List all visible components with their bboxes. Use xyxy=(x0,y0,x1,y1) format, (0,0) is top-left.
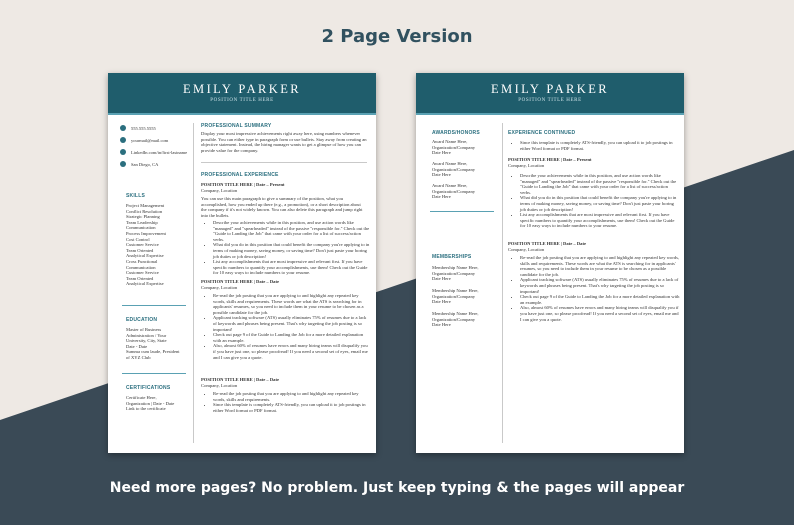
job3-bullets: • Re-read the job posting that you are applying to and highlight any repeated key words, skills and requirements. • Since this template is completely ATS-friendly, you can upload it to job postings in either Word format or PDF format. xyxy=(205,391,371,413)
summary-text: Display your most impressive achievements right away here, using numbers whenever possible. You can either type in paragraph form or use bullets. Stay away from creating an objective statement. Instead, the hiring manager wants to get a glimpse of how you can provide value for the company. xyxy=(201,131,367,153)
certifications-block: Certificate Here, Organization | Date - Date Link to the certificate xyxy=(126,395,175,412)
job3-title: POSITION TITLE HERE | Date – Date xyxy=(201,377,280,382)
divider xyxy=(122,373,186,374)
job2-title: POSITION TITLE HERE | Date – Date xyxy=(508,241,587,246)
award-item: Award Name Here, Organization/Company Date Here xyxy=(432,183,476,200)
membership-item: Membership Name Here, Organization/Company Date Here xyxy=(432,288,479,305)
memberships-heading: MEMBERSHIPS xyxy=(432,254,472,260)
job2-title: POSITION TITLE HERE | Date – Date xyxy=(201,279,280,284)
resume-name: EMILY PARKER xyxy=(183,82,301,96)
headline: 2 Page Version xyxy=(321,26,473,47)
resume-page-2 xyxy=(416,73,684,453)
education-heading: EDUCATION xyxy=(126,317,158,323)
phone-icon xyxy=(120,125,126,131)
award-item: Award Name Here, Organization/Company Date Here xyxy=(432,139,476,156)
contact-linkedin: LinkedIn.com/in/first-lastname xyxy=(120,149,187,155)
contact-location: San Diego, CA xyxy=(120,161,158,167)
resume-position-title: POSITION TITLE HERE xyxy=(518,98,582,103)
job1-company: Company, Location xyxy=(201,188,238,193)
job1-intro: You can use this main paragraph to give a summary of the position, what you accomplished, how you ended up there (e.g., a promotion), or a short description about the company if it's not widely known. You can also delete this paragraph and jump right into the bullets. xyxy=(201,196,363,218)
mail-icon xyxy=(120,137,126,143)
job3-company: Company, Location xyxy=(201,383,238,388)
column-divider xyxy=(193,123,194,443)
awards-heading: AWARDS/HONORS xyxy=(432,130,480,136)
divider xyxy=(201,162,367,163)
job1-bullets: • Describe your achievements while in this position, and use action words like "managed" and "spearheaded" instead of the passive "responsible for." Check out the "Guide to Landing the Job" that came with your order for a list of success/action verbs. • What did you do in this position that could benefit the company you're applying to in terms of making money, saving money, or saving time? Don't just paste your boring job duties or job description! • List any accomplishments that are most impressive and relevant first. If you have specific numbers to quantify your accomplishments, use them! Check out the Guide for 10 easy ways to include numbers to your resume. xyxy=(512,173,680,229)
job1-title: POSITION TITLE HERE | Date – Present xyxy=(508,157,592,162)
location-icon xyxy=(120,161,126,167)
job1-company: Company, Location xyxy=(508,163,545,168)
contact-email: yourmail@mail.com xyxy=(120,137,168,143)
education-block: Master of Business Administration / Your University, City, State Date - Date Summa cum laude, President of XYZ Club xyxy=(126,327,180,360)
contact-phone: 555.555.5555 xyxy=(120,125,156,131)
resume-name: EMILY PARKER xyxy=(491,82,609,96)
resume-page-1 xyxy=(108,73,376,453)
experience-continued-heading: EXPERIENCE CONTINUED xyxy=(508,130,576,136)
skills-heading: SKILLS xyxy=(126,193,145,199)
membership-item: Membership Name Here, Organization/Company Date Here xyxy=(432,311,479,328)
skills-list: Project Management Conflict Resolution Strategic Planning Team Leadership Communication Process Improvement Cost Control Customer Service Team Oriented Analytical Expertise Cross Functional Communication Customer Service Team Oriented Analytical Expertise xyxy=(126,203,166,287)
job1-title: POSITION TITLE HERE | Date – Present xyxy=(201,182,285,187)
certifications-heading: CERTIFICATIONS xyxy=(126,385,171,391)
award-item: Award Name Here, Organization/Company Date Here xyxy=(432,161,476,178)
footer-caption: Need more pages? No problem. Just keep typing & the pages will appear xyxy=(109,480,685,496)
job1-bullets: • Describe your achievements while in this position, and use action words like "managed" and "spearheaded" instead of the passive "responsible for." Check out the "Guide to Landing the Job" that came with your order for a list of success/action verbs. • What did you do in this position that could benefit the company you're applying to in terms of making money, saving money, or saving time? Don't just paste your boring job duties or job description! • List any accomplishments that are most impressive and relevant first. If you have specific numbers to quantify your accomplishments, use them! Check out the Guide for 10 easy ways to include numbers to your resume. xyxy=(205,220,371,276)
resume-position-title: POSITION TITLE HERE xyxy=(210,98,274,103)
experience-heading: PROFESSIONAL EXPERIENCE xyxy=(201,172,279,178)
experience-continued-bullets: • Since this template is completely ATS-friendly, you can upload it to job postings in either Word format or PDF format. xyxy=(512,140,680,151)
divider xyxy=(430,211,494,212)
job2-company: Company, Location xyxy=(508,247,545,252)
summary-heading: PROFESSIONAL SUMMARY xyxy=(201,123,272,129)
linkedin-icon xyxy=(120,149,126,155)
job2-bullets: • Re-read the job posting that you are applying to and highlight any repeated key words, skills and requirements. These words are what the ATS is searching for in applicants' resumes, so you need to include them in your resume to be chosen as a possible candidate for the job. • Applicant tracking software (ATS) usually eliminates 75% of resumes due to a lack of keywords and phrases being present. That's why targeting the job posting is so important! • Check out page 9 of the Guide to Landing the Job for a more detailed explanation with an example. • Also, almost 60% of resumes have errors and many hiring teams will disqualify you if you have just one, so please proofread! If you need a second set of eyes, email me and I can give you a quote. xyxy=(205,293,371,360)
divider xyxy=(122,305,186,306)
membership-item: Membership Name Here, Organization/Company Date Here xyxy=(432,265,479,282)
column-divider xyxy=(502,123,503,443)
job2-bullets: • Re-read the job posting that you are applying to and highlight any repeated key words, skills and requirements. These words are what the ATS is searching for in applicants' resumes, so you need to include them in your resume to be chosen as a possible candidate for the job. • Applicant tracking software (ATS) usually eliminates 75% of resumes due to a lack of keywords and phrases being present. That's why targeting the job posting is so important! • Check out page 9 of the Guide to Landing the Job for a more detailed explanation with an example. • Also, almost 60% of resumes have errors and many hiring teams will disqualify you if you have just one, so please proofread! If you need a second set of eyes, email me and I can give you a quote. xyxy=(512,255,680,322)
job2-company: Company, Location xyxy=(201,285,238,290)
